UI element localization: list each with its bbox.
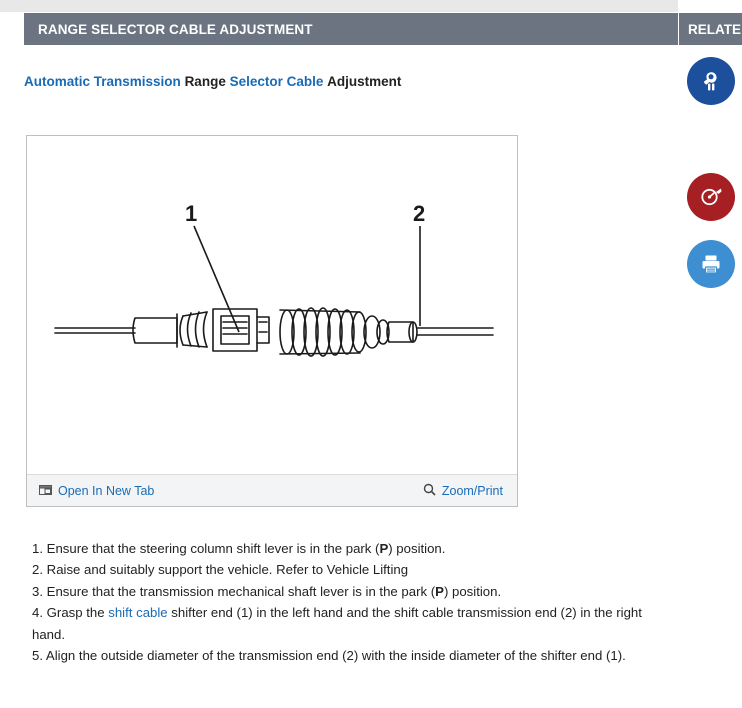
step-number: 4. — [32, 605, 43, 621]
page-title-link-transmission[interactable]: Automatic Transmission — [24, 74, 181, 89]
step-number: 1. — [32, 541, 43, 556]
step-bold: P — [379, 541, 389, 556]
gauge-icon — [699, 185, 723, 209]
step-item — [24, 602, 674, 645]
step-number: 5. — [32, 647, 43, 663]
figure-toolbar — [27, 474, 517, 506]
cable-diagram-image — [27, 136, 517, 474]
step-number: 2. — [32, 562, 43, 578]
zoom-print-button[interactable] — [423, 483, 503, 498]
shift-cable-link[interactable]: shift cable — [108, 605, 168, 621]
sidebar-print-button[interactable] — [687, 240, 735, 288]
printer-icon — [699, 252, 723, 276]
figure-callout-2: 2 — [413, 201, 426, 226]
step-bold: P — [435, 583, 444, 599]
sidebar-diagnostics-button[interactable] — [687, 173, 735, 221]
page-title — [24, 74, 401, 89]
page-title-link-selector-cable[interactable]: Selector Cable — [229, 74, 324, 89]
sidebar-tools-button[interactable] — [687, 57, 735, 105]
step-number: 3. — [32, 583, 43, 599]
procedure-steps — [24, 538, 674, 666]
step-item — [24, 645, 674, 666]
step-text-tail: ) position. — [388, 541, 446, 556]
section-header — [24, 13, 678, 45]
step-text: Grasp the — [43, 605, 109, 621]
step-text: Align the outside diameter of the transmission end (2) with the inside diameter of the shifter end (1). — [43, 647, 626, 663]
open-in-new-tab-label: Open In New Tab — [58, 483, 155, 498]
step-text-tail: ) position. — [443, 583, 502, 599]
zoom-print-label: Zoom/Print — [441, 483, 503, 498]
new-window-icon — [39, 484, 52, 498]
figure-container — [26, 135, 518, 507]
step-text-tail: shifter end (1) in the left hand and the shift cable transmission end (2) in the right hand. — [32, 605, 642, 642]
figure-callout-1: 1 — [185, 201, 198, 226]
step-item — [24, 559, 674, 580]
step-item — [24, 581, 674, 602]
step-text: Ensure that the steering column shift lever is in the park ( — [43, 541, 380, 556]
step-text: Raise and suitably support the vehicle. Refer to Vehicle Lifting — [43, 562, 409, 578]
page-title-word-adjustment: Adjustment — [327, 74, 402, 89]
step-item — [24, 538, 674, 559]
sidebar-header — [679, 13, 742, 45]
magnifier-icon — [423, 483, 436, 498]
section-header-title: RANGE SELECTOR CABLE ADJUSTMENT — [38, 21, 313, 37]
sidebar-header-title: RELATE — [688, 21, 741, 37]
right-sidebar — [678, 0, 742, 708]
step-text: Ensure that the transmission mechanical shaft lever is in the park ( — [43, 583, 436, 599]
page-title-word-range: Range — [184, 74, 226, 89]
wrench-gear-icon — [699, 69, 723, 93]
open-in-new-tab-button[interactable] — [39, 484, 154, 498]
